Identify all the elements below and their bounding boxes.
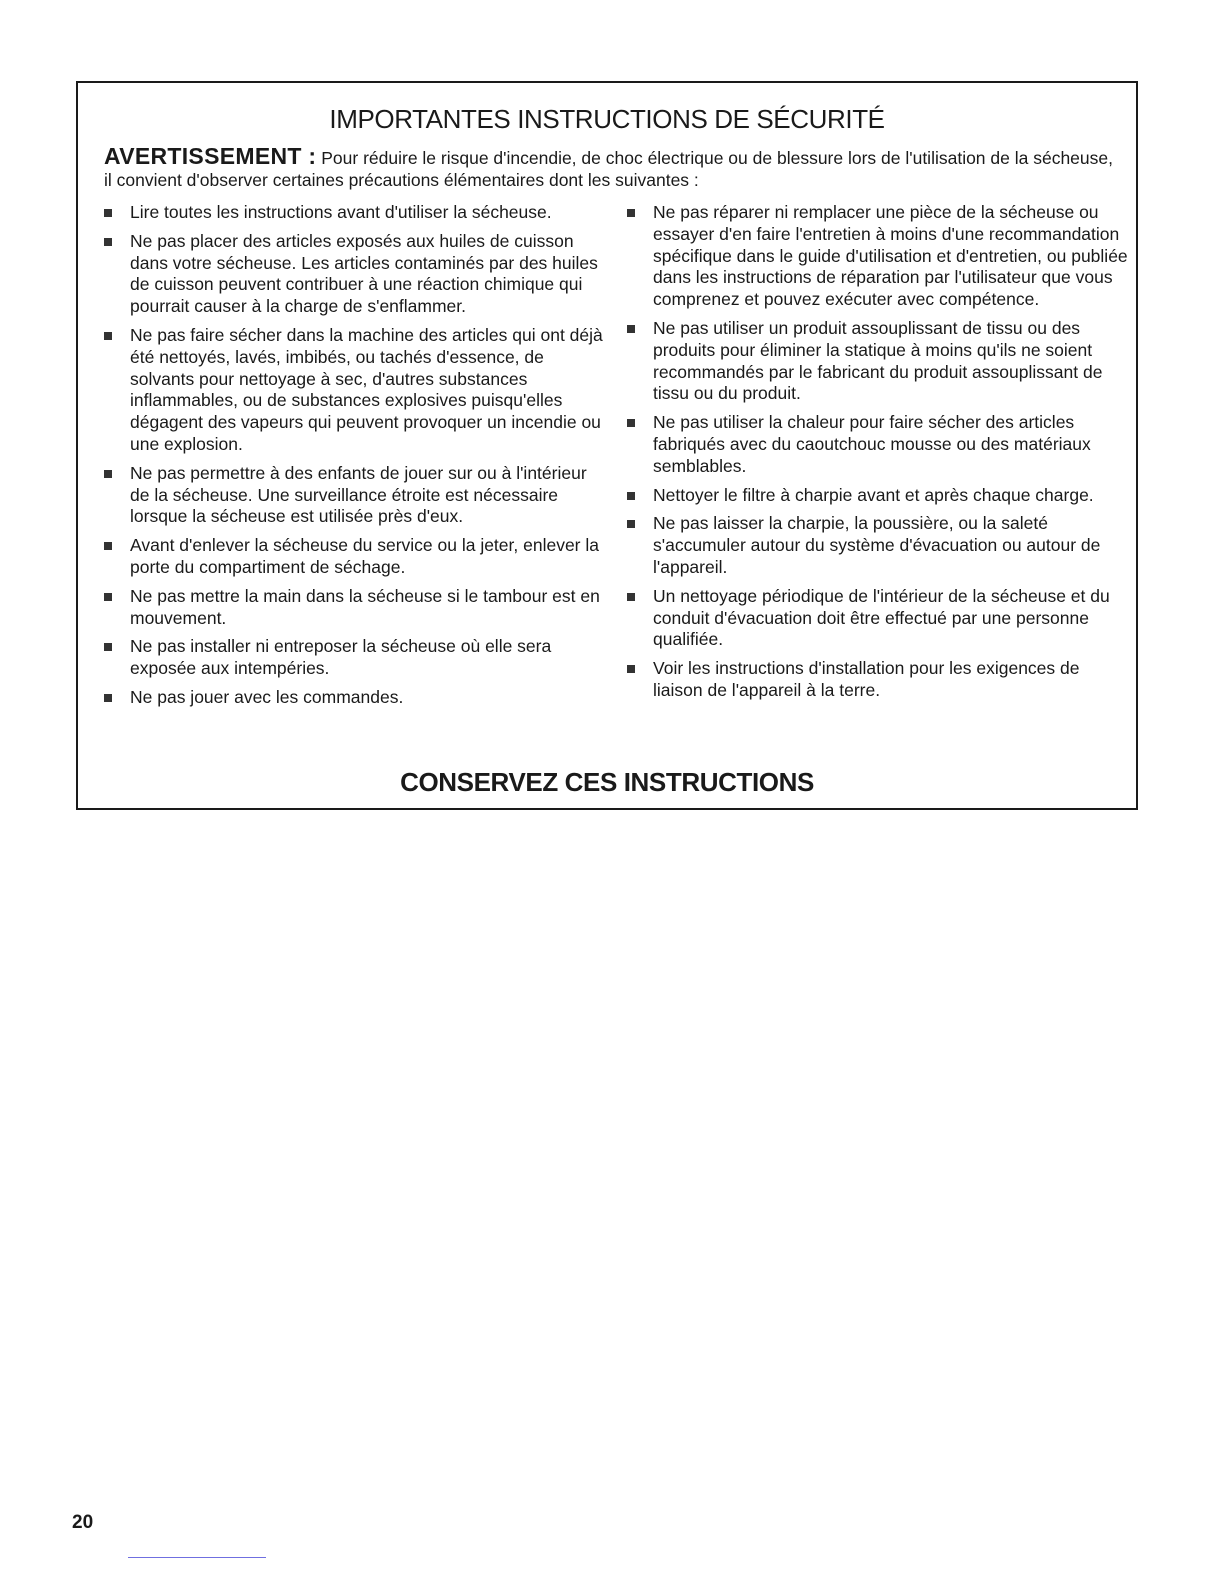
- list-item-text: Avant d'enlever la sécheuse du service ou la jeter, enlever la porte du compartiment de séchage.: [130, 535, 599, 577]
- square-bullet-icon: [104, 542, 112, 550]
- warning-text: Pour réduire le risque d'incendie, de choc électrique ou de blessure lors de l'utilisation de la sécheuse, il convient d'observer certaines précautions élémentaires dont les suivantes :: [104, 148, 1113, 190]
- list-item: [627, 513, 1132, 578]
- left-instruction-list: [104, 202, 604, 716]
- square-bullet-icon: [627, 419, 635, 427]
- list-item: [627, 658, 1132, 702]
- list-item: [104, 535, 604, 579]
- list-item: [104, 636, 604, 680]
- square-bullet-icon: [627, 593, 635, 601]
- square-bullet-icon: [627, 492, 635, 500]
- list-item: [104, 325, 604, 456]
- list-item-text: Ne pas laisser la charpie, la poussière, ou la saleté s'accumuler autour du système d'évacuation ou autour de l'appareil.: [653, 513, 1101, 577]
- list-item-text: Nettoyer le filtre à charpie avant et après chaque charge.: [653, 484, 1094, 505]
- list-item-text: Ne pas installer ni entreposer la sécheuse où elle sera exposée aux intempéries.: [130, 636, 552, 679]
- list-item: [627, 412, 1132, 477]
- list-item: [104, 463, 604, 528]
- warning-paragraph: [104, 145, 1116, 191]
- list-item-text: Ne pas permettre à des enfants de jouer sur ou à l'intérieur de la sécheuse. Une surveillance étroite est nécessaire lorsque la sécheuse est utilisée près d'eux.: [130, 462, 587, 527]
- list-item: [104, 202, 604, 224]
- list-item-text: Ne pas faire sécher dans la machine des articles qui ont déjà été nettoyés, lavés, imbibés, ou tachés d'essence, de solvants pour nettoyage à sec, d'autres substances inflammables, ou de substances explosives puisqu'elles dégagent des vapeurs qui peuvent provoquer un incendie ou une explosion.: [130, 324, 603, 454]
- list-item-text: Ne pas utiliser un produit assouplissant de tissu ou des produits pour éliminer la statique à moins qu'ils ne soient recommandés par le fabricant du produit assouplissant de tissu ou du produit.: [653, 317, 1103, 404]
- square-bullet-icon: [627, 325, 635, 333]
- list-item-text: Un nettoyage périodique de l'intérieur de la sécheuse et du conduit d'évacuation doit être effectué par une personne qualifiée.: [653, 585, 1110, 650]
- list-item-text: Voir les instructions d'installation pour les exigences de liaison de l'appareil à la terre.: [653, 658, 1080, 700]
- list-item-text: Ne pas jouer avec les commandes.: [130, 686, 404, 707]
- warning-label: AVERTISSEMENT :: [104, 143, 317, 169]
- list-item-text: Ne pas utiliser la chaleur pour faire sécher des articles fabriqués avec du caoutchouc mousse ou des matériaux semblables.: [653, 412, 1091, 476]
- square-bullet-icon: [627, 665, 635, 673]
- list-item: [104, 231, 604, 318]
- square-bullet-icon: [627, 209, 635, 217]
- list-item-text: Ne pas réparer ni remplacer une pièce de la sécheuse ou essayer d'en faire l'entretien à moins d'une recommandation spécifique dans le guide d'utilisation et d'entretien, ou publiée dans les instructions de réparation par l'utilisateur que vous comprenez et pouvez exécuter avec compétence.: [653, 202, 1128, 310]
- safety-instructions-box: [76, 81, 1138, 810]
- square-bullet-icon: [104, 694, 112, 702]
- square-bullet-icon: [104, 593, 112, 601]
- safety-title: IMPORTANTES INSTRUCTIONS DE SÉCURITÉ: [329, 104, 885, 134]
- list-item: [104, 687, 604, 709]
- list-item: [627, 318, 1132, 405]
- page-number: 20: [72, 1512, 94, 1533]
- list-item-text: Ne pas placer des articles exposés aux huiles de cuisson dans votre sécheuse. Les articles contaminés par des huiles de cuisson peuvent contribuer à une réaction chimique qui pourrait causer à la charge de s'enflammer.: [130, 230, 598, 317]
- list-item: [627, 586, 1132, 651]
- list-item-text: Lire toutes les instructions avant d'utiliser la sécheuse.: [130, 202, 552, 222]
- square-bullet-icon: [627, 520, 635, 528]
- list-item: [627, 202, 1132, 311]
- square-bullet-icon: [104, 209, 112, 217]
- square-bullet-icon: [104, 238, 112, 246]
- divider-line: [128, 1557, 266, 1558]
- list-item: [627, 485, 1132, 507]
- square-bullet-icon: [104, 470, 112, 478]
- list-item: [104, 586, 604, 630]
- square-bullet-icon: [104, 332, 112, 340]
- right-instruction-list: [627, 202, 1132, 709]
- square-bullet-icon: [104, 643, 112, 651]
- save-instructions-footer: CONSERVEZ CES INSTRUCTIONS: [400, 767, 814, 797]
- list-item-text: Ne pas mettre la main dans la sécheuse si le tambour est en mouvement.: [130, 585, 600, 628]
